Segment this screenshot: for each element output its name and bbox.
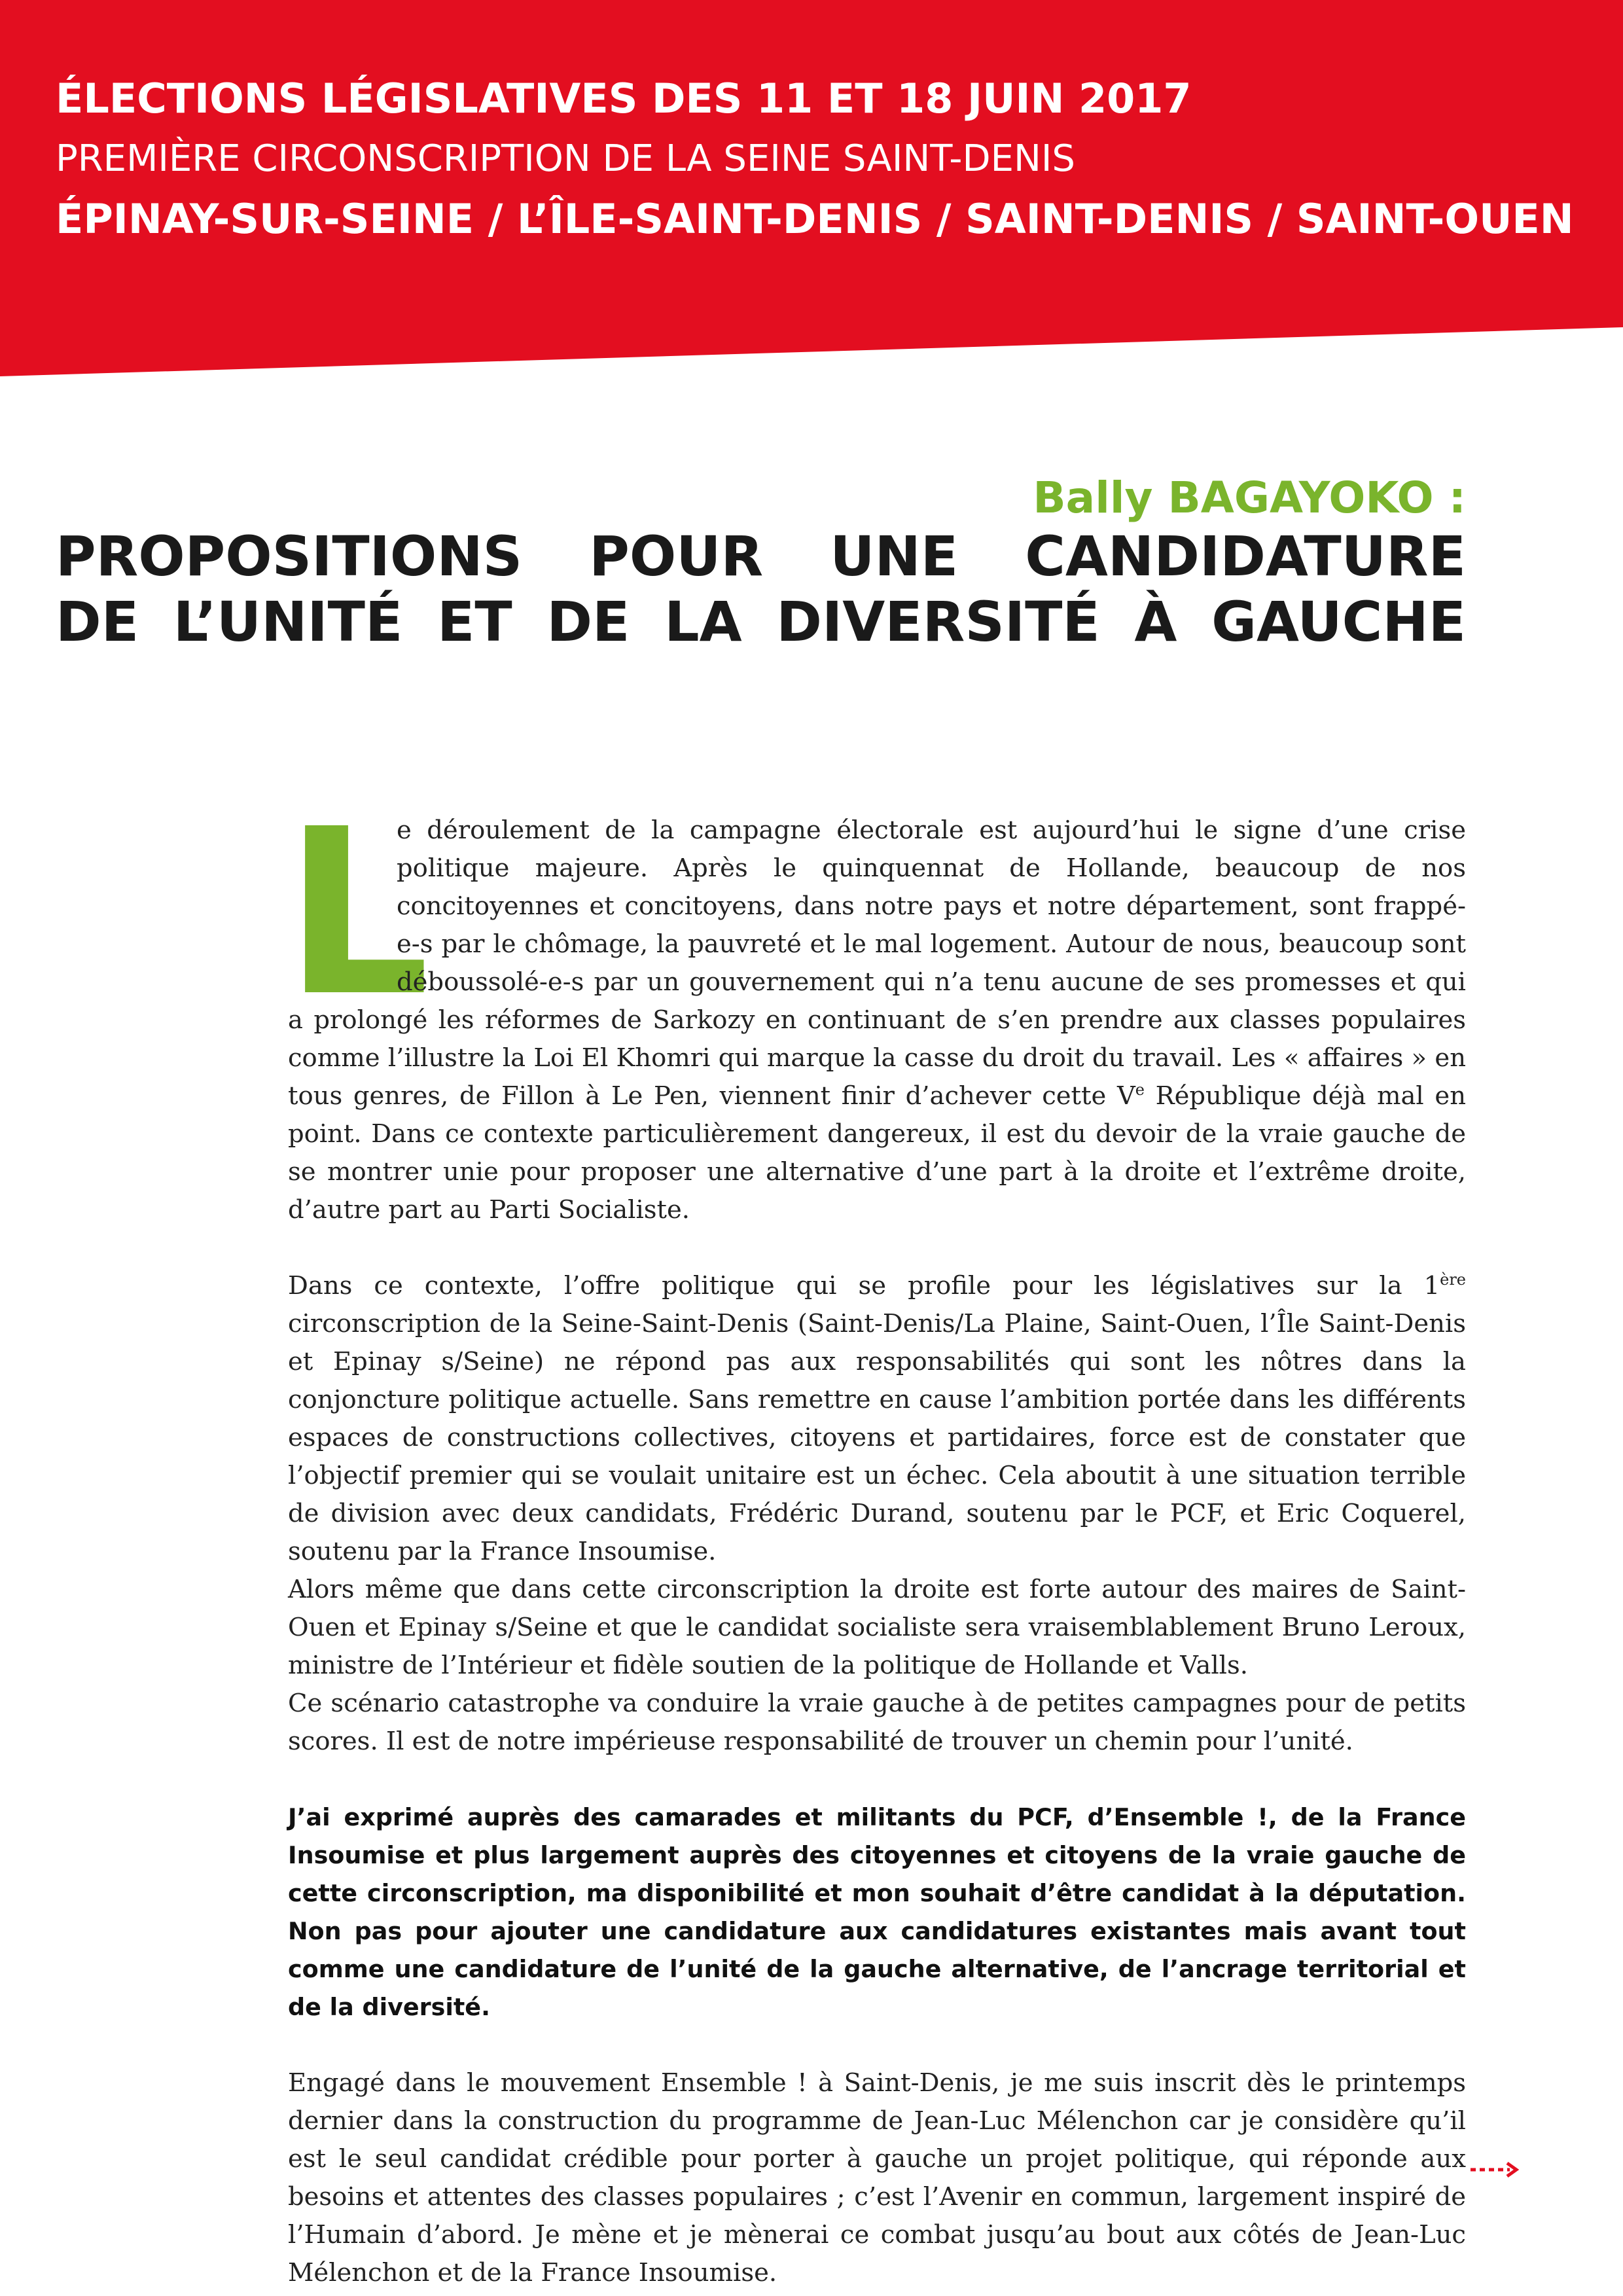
header-banner: [0, 0, 1623, 380]
paragraph-intro: [284, 780, 1466, 1229]
paragraph-context-text-a: Dans ce contexte, l’offre politique qui se profile pour les législatives sur la 1: [288, 1271, 1440, 1300]
paragraph-right-wing: Alors même que dans cette circonscription la droite est forte autour des maires de Saint-Ouen et Epinay s/Seine et que le candidat socialiste sera vraisemblablement Bruno Leroux, ministre de l’Intérieur et fidèle soutien de la politique de Hollande et Valls.: [288, 1575, 1466, 1680]
constituency-name: PREMIÈRE CIRCONSCRIPTION DE LA SEINE SAINT-DENIS: [56, 137, 1075, 180]
dropcap-l: [284, 780, 431, 1047]
election-title: ÉLECTIONS LÉGISLATIVES DES 11 ET 18 JUIN 2017: [56, 75, 1192, 122]
paragraph-context: [288, 1267, 1466, 1571]
title-line-1: PROPOSITIONS POUR UNE CANDIDATURE: [56, 524, 1466, 588]
paragraph-intro-text-b: République déjà mal en point. Dans ce contexte particulièrement dangereux, il est du devoir de la vraie gauche de se montrer unie pour proposer une alternative d’une part à la droite et l’extrême droite, d’autre part au Parti Socialiste.: [288, 1081, 1466, 1225]
article-body: [284, 780, 1466, 2292]
paragraph-scenario: Ce scénario catastrophe va conduire la vraie gauche à de petites campagnes pour de petits scores. Il est de notre impérieuse responsabilité de trouver un chemin pour l’unité.: [288, 1689, 1466, 1756]
title-line-2: DE L’UNITÉ ET DE LA DIVERSITÉ À GAUCHE: [56, 590, 1466, 654]
paragraph-engagement: Engagé dans le mouvement Ensemble ! à Saint-Denis, je me suis inscrit dès le printemps dernier dans la construction du programme de Jean-Luc Mélenchon car je considère qu’il est le seul candidat crédible pour porter à gauche un projet politique, qui réponde aux besoins et attentes des classes populaires ; c’est l’Avenir en commun, largement inspiré de l’Humain d’abord. Je mène et je mènerai ce combat jusqu’au bout aux côtés de Jean-Luc Mélenchon et de la France Insoumise.: [288, 2068, 1466, 2287]
article-title: [56, 524, 1466, 655]
paragraph-candidacy: J’ai exprimé auprès des camarades et militants du PCF, d’Ensemble !, de la France Insoumise et plus largement auprès des citoyennes et citoyens de la vraie gauche de cette circonscription, ma disponibilité et mon souhait d’être candidat à la députation. Non pas pour ajouter une candidature aux candidatures existantes mais avant tout comme une candidature de l’unité de la gauche alternative, de l’ancrage territorial et de la diversité.: [288, 1803, 1466, 2021]
superscript-e: e: [1135, 1081, 1145, 1100]
dashed-arrow-right-icon: [1469, 2160, 1522, 2179]
paragraph-intro-text-a: e déroulement de la campagne électorale est aujourd’hui le signe d’une crise politique majeure. Après le quinquennat de Hollande, beaucoup de nos concitoyennes et concitoyens, dans notre pays et notre département, sont frappé-e-s par le chômage, la pauvreté et le mal logement. Autour de nous, beaucoup sont déboussolé-e-s par un gouvernement qui n’a tenu aucune de ses promesses et qui a prolongé les réformes de Sarkozy en continuant de s’en prendre aux classes populaires comme l’illustre la Loi El Khomri qui marque la casse du droit du travail. Les « affaires » en tous genres, de Fillon à Le Pen, viennent finir d’achever cette V: [288, 816, 1466, 1111]
constituency-towns: ÉPINAY-SUR-SEINE / L’ÎLE-SAINT-DENIS / SAINT-DENIS / SAINT-OUEN: [56, 195, 1574, 243]
superscript-ere: ère: [1440, 1270, 1466, 1289]
header-text: [56, 69, 1574, 249]
paragraph-context-text-b: circonscription de la Seine-Saint-Denis (Saint-Denis/La Plaine, Saint-Ouen, l’Île Saint-Denis et Epinay s/Seine) ne répond pas aux responsabilités qui sont les nôtres dans la conjoncture politique actuelle. Sans remettre en cause l’ambition portée dans les différents espaces de constructions collectives, citoyens et partidaires, force est de constater que l’objectif premier qui se voulait unitaire est un échec. Cela aboutit à une situation terrible de division avec deux candidats, Frédéric Durand, soutenu par le PCF, et Eric Coquerel, soutenu par la France Insoumise.: [288, 1309, 1466, 1566]
author-name: Bally BAGAYOKO :: [1033, 473, 1466, 523]
dropcap-letter: L: [284, 780, 431, 1047]
